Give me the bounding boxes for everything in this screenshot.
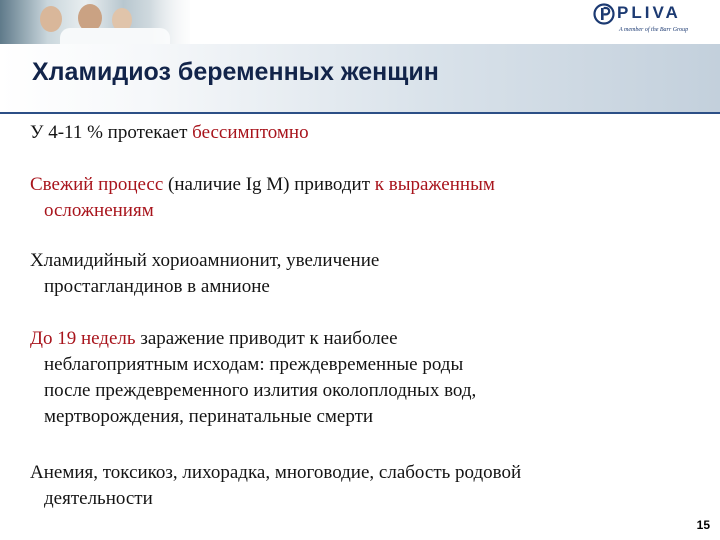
bullet-1-text: У 4-11 % протекает (30, 122, 193, 143)
bullet-2-text: (наличие Ig M) приводит (163, 174, 375, 195)
bullet-4-highlight: До 19 недель (30, 328, 136, 349)
bullet-2 (30, 172, 710, 224)
page-number: 15 (696, 518, 710, 532)
header-photo (0, 0, 190, 44)
title-divider (0, 112, 720, 114)
logo-tagline: A member of the Barr Group (619, 27, 689, 33)
bullet-5-line-1: Анемия, токсикоз, лихорадка, многоводие, слабость родовой (30, 462, 522, 483)
slide-title: Хламидиоз беременных женщин (32, 58, 439, 86)
bullet-1-highlight: бессимптомно (192, 122, 309, 143)
photo-fade (150, 0, 190, 44)
bullet-3-line-2: простагландинов в амнионе (44, 276, 270, 297)
pliva-logo (593, 3, 713, 37)
bullet-3-line-1: Хламидийный хориоамнионит, увеличение (30, 250, 380, 271)
pliva-logo-icon (593, 3, 615, 25)
bullet-2-line-2: осложнениям (44, 200, 154, 221)
bullet-4-text: заражение приводит к наиболее (135, 328, 398, 349)
bullet-5 (30, 460, 710, 512)
bullet-2-highlight-a: Свежий процесс (30, 174, 164, 195)
logo-brand: PLIVA (617, 3, 681, 22)
bullet-4-line-4: мертворождения, перинатальные смерти (44, 406, 374, 427)
bullet-4-line-3: после преждевременного излития околоплодных вод, (44, 380, 477, 401)
bullet-3 (30, 248, 710, 300)
person-head-1 (40, 6, 62, 32)
bullet-1 (30, 120, 710, 146)
bullet-5-line-2: деятельности (44, 488, 153, 509)
bullet-4 (30, 326, 710, 430)
bullet-4-line-2: неблагоприятным исходам: преждевременные роды (44, 354, 464, 375)
bullet-2-highlight-b: к выраженным (374, 174, 495, 195)
